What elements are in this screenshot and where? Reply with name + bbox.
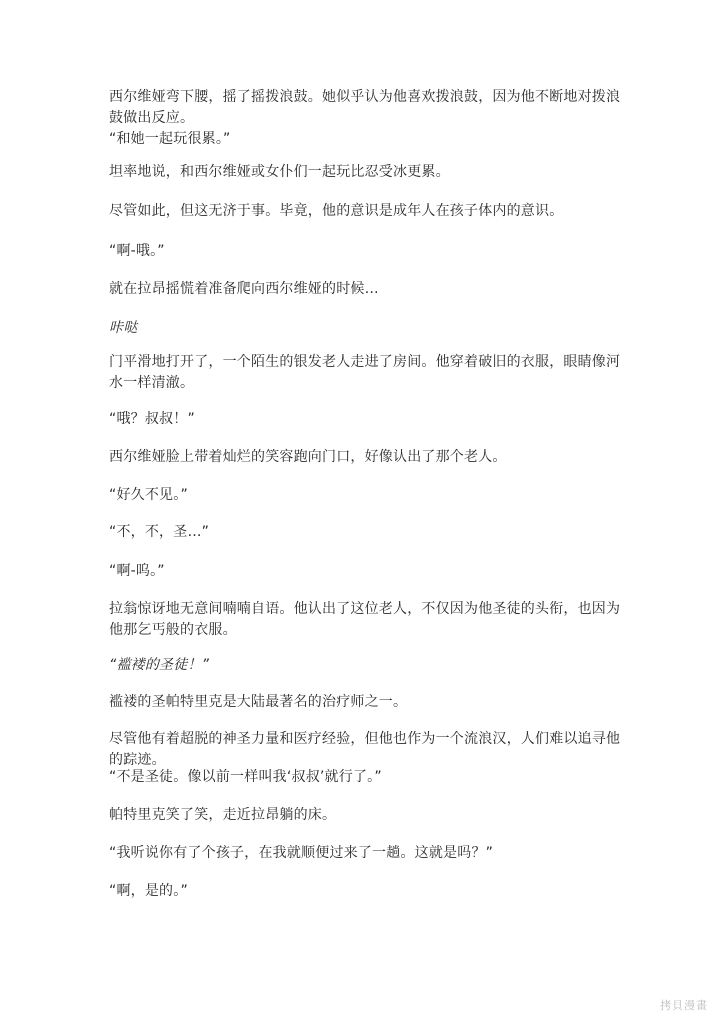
paragraph: 帕特里克笑了笑，走近拉昂躺的床。 <box>109 807 337 823</box>
paragraph: 西尔维娅弯下腰，摇了摇拨浪鼓。她似乎认为他喜欢拨浪鼓，因为他不断地对拨浪鼓做出反应。 <box>109 89 621 126</box>
paragraph: “啊-呜。” <box>109 563 165 579</box>
paragraph: 尽管他有着超脱的神圣力量和医疗经验，但他也作为一个流浪汉，人们难以追寻他的踪迹。 <box>109 731 621 768</box>
paragraph: 坦率地说，和西尔维娅或女仆们一起玩比忍受冰更累。 <box>109 164 450 180</box>
paragraph: 尽管如此，但这无济于事。毕竟，他的意识是成年人在孩子体内的意识。 <box>109 203 564 219</box>
paragraph: “啊-哦。” <box>109 243 165 259</box>
paragraph: “不是圣徒。像以前一样叫我‘叔叔’就行了。” <box>109 769 382 785</box>
paragraph: 西尔维娅脸上带着灿烂的笑容跑向门口，好像认出了那个老人。 <box>109 449 507 465</box>
paragraph: “好久不见。” <box>109 487 188 503</box>
paragraph: 褴褛的圣帕特里克是大陆最著名的治疗师之一。 <box>109 694 408 710</box>
paragraph: “啊，是的。” <box>109 883 188 899</box>
watermark: 拷貝漫畫 <box>660 999 708 1012</box>
paragraph: “不，不，圣…” <box>109 524 210 540</box>
paragraph: 咔哒 <box>109 320 138 336</box>
paragraph: 就在拉昂摇慌着准备爬向西尔维娅的时候… <box>109 281 379 297</box>
paragraph: “我听说你有了个孩子，在我就顺便过来了一趟。这就是吗？” <box>109 845 494 861</box>
paragraph: “和她一起玩很累。” <box>109 131 231 147</box>
paragraph: “哦？叔叔！” <box>109 411 195 427</box>
paragraph: 门平滑地打开了，一个陌生的银发老人走进了房间。他穿着破旧的衣服，眼睛像河水一样清澈。 <box>109 354 621 391</box>
paragraph: “褴褛的圣徒！” <box>109 657 210 673</box>
paragraph: 拉翁惊讶地无意间喃喃自语。他认出了这位老人，不仅因为他圣徒的头衔，也因为他那乞丐般的衣服。 <box>109 601 621 638</box>
